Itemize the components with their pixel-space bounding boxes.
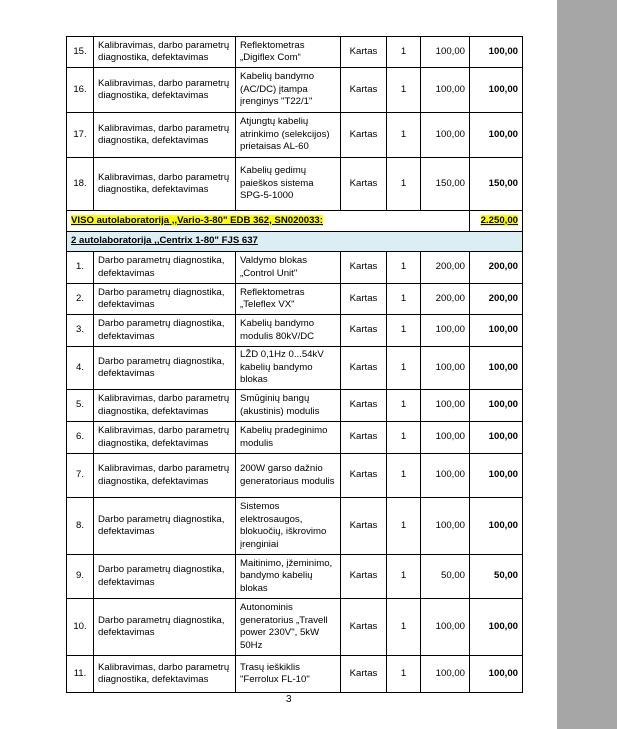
equipment-name: Kabelių bandymo (AC/DC) įtampa įrenginys "T22/1": [236, 68, 341, 113]
unit: Kartas: [341, 158, 387, 211]
row-total: 100,00: [470, 68, 523, 113]
total-row: [67, 211, 523, 232]
unit: Kartas: [341, 113, 387, 158]
table-row: [67, 158, 523, 211]
table-row: [67, 454, 523, 498]
equipment-name: Reflektometras „Teleflex VX": [236, 284, 341, 315]
quantity: 1: [387, 454, 421, 498]
unit-price: 100,00: [421, 498, 470, 555]
unit-price: 100,00: [421, 656, 470, 693]
row-total: 100,00: [470, 498, 523, 555]
row-total: 100,00: [470, 422, 523, 454]
work-description: Darbo parametrų diagnostika, defektavimas: [94, 498, 236, 555]
equipment-name: Sistemos elektrosaugos, blokuočių, iškrovimo įrenginiai: [236, 498, 341, 555]
unit-price: 100,00: [421, 422, 470, 454]
row-number: 4.: [67, 347, 94, 390]
unit-price: 100,00: [421, 68, 470, 113]
table-row: [67, 113, 523, 158]
unit-price: 100,00: [421, 599, 470, 656]
unit: Kartas: [341, 315, 387, 347]
work-description: Kalibravimas, darbo parametrų diagnostika, defektavimas: [94, 68, 236, 113]
unit: Kartas: [341, 599, 387, 656]
total-label-cell: [67, 211, 470, 232]
quantity: 1: [387, 37, 421, 68]
unit: Kartas: [341, 68, 387, 113]
row-total: 100,00: [470, 347, 523, 390]
row-total: 100,00: [470, 390, 523, 422]
work-description: Darbo parametrų diagnostika, defektavimas: [94, 315, 236, 347]
work-description: Kalibravimas, darbo parametrų diagnostika, defektavimas: [94, 113, 236, 158]
table-row: [67, 68, 523, 113]
unit: Kartas: [341, 498, 387, 555]
table-row: [67, 422, 523, 454]
row-number: 7.: [67, 454, 94, 498]
page-number: 3: [286, 694, 292, 705]
table-row: [67, 390, 523, 422]
unit: Kartas: [341, 347, 387, 390]
table-row: [67, 284, 523, 315]
unit-price: 100,00: [421, 113, 470, 158]
table-row: [67, 555, 523, 599]
table-row: [67, 656, 523, 693]
section-header-row: [67, 232, 523, 252]
unit-price: 50,00: [421, 555, 470, 599]
work-description: Kalibravimas, darbo parametrų diagnostika, defektavimas: [94, 390, 236, 422]
row-number: 5.: [67, 390, 94, 422]
unit-price: 200,00: [421, 284, 470, 315]
total-value: 2.250,00: [480, 214, 518, 226]
work-description: Kalibravimas, darbo parametrų diagnostika, defektavimas: [94, 422, 236, 454]
row-number: 2.: [67, 284, 94, 315]
total-label: VISO autolaboratorija ,,Vario-3-80" EDB 362, SN020033:: [71, 214, 323, 226]
work-description: Kalibravimas, darbo parametrų diagnostika, defektavimas: [94, 158, 236, 211]
row-number: 6.: [67, 422, 94, 454]
equipment-name: 200W garso dažnio generatoriaus modulis: [236, 454, 341, 498]
row-number: 8.: [67, 498, 94, 555]
row-number: 11.: [67, 656, 94, 693]
quantity: 1: [387, 68, 421, 113]
unit: Kartas: [341, 555, 387, 599]
row-number: 18.: [67, 158, 94, 211]
quantity: 1: [387, 656, 421, 693]
section-title: 2 autolaboratorija ,,Centrix 1-80" FJS 637: [71, 235, 258, 247]
row-total: 100,00: [470, 113, 523, 158]
work-description: Darbo parametrų diagnostika, defektavimas: [94, 555, 236, 599]
unit-price: 100,00: [421, 454, 470, 498]
unit-price: 100,00: [421, 347, 470, 390]
equipment-name: Valdymo blokas „Control Unit": [236, 252, 341, 284]
equipment-name: Kabelių pradeginimo modulis: [236, 422, 341, 454]
price-table: [66, 36, 523, 693]
section-header: [67, 232, 523, 252]
unit: Kartas: [341, 454, 387, 498]
quantity: 1: [387, 315, 421, 347]
work-description: Darbo parametrų diagnostika, defektavimas: [94, 284, 236, 315]
quantity: 1: [387, 555, 421, 599]
quantity: 1: [387, 422, 421, 454]
unit-price: 100,00: [421, 390, 470, 422]
row-number: 1.: [67, 252, 94, 284]
equipment-name: Kabelių gedimų paieškos sistema SPG-5-1000: [236, 158, 341, 211]
equipment-name: Trasų ieškiklis "Ferrolux FL-10": [236, 656, 341, 693]
table-row: [67, 498, 523, 555]
work-description: Kalibravimas, darbo parametrų diagnostika, defektavimas: [94, 37, 236, 68]
row-number: 16.: [67, 68, 94, 113]
unit: Kartas: [341, 37, 387, 68]
quantity: 1: [387, 390, 421, 422]
row-total: 100,00: [470, 315, 523, 347]
unit-price: 150,00: [421, 158, 470, 211]
unit-price: 100,00: [421, 315, 470, 347]
table-row: [67, 347, 523, 390]
equipment-name: Maitinimo, įžeminimo, bandymo kabelių blokas: [236, 555, 341, 599]
equipment-name: Autonominis generatorius „Travell power 230V", 5kW 50Hz: [236, 599, 341, 656]
table-row: [67, 37, 523, 68]
quantity: 1: [387, 498, 421, 555]
row-total: 50,00: [470, 555, 523, 599]
work-description: Kalibravimas, darbo parametrų diagnostika, defektavimas: [94, 454, 236, 498]
row-total: 100,00: [470, 454, 523, 498]
row-total: 150,00: [470, 158, 523, 211]
row-number: 10.: [67, 599, 94, 656]
unit: Kartas: [341, 422, 387, 454]
table-row: [67, 252, 523, 284]
unit: Kartas: [341, 390, 387, 422]
work-description: Darbo parametrų diagnostika, defektavimas: [94, 599, 236, 656]
row-total: 200,00: [470, 284, 523, 315]
unit: Kartas: [341, 284, 387, 315]
unit: Kartas: [341, 656, 387, 693]
row-number: 3.: [67, 315, 94, 347]
row-total: 100,00: [470, 599, 523, 656]
unit: Kartas: [341, 252, 387, 284]
quantity: 1: [387, 158, 421, 211]
total-value-cell: [470, 211, 523, 232]
quantity: 1: [387, 347, 421, 390]
equipment-name: Atjungtų kabelių atrinkimo (selekcijos) prietaisas AL-60: [236, 113, 341, 158]
quantity: 1: [387, 599, 421, 656]
work-description: Darbo parametrų diagnostika, defektavimas: [94, 252, 236, 284]
equipment-name: Kabelių bandymo modulis 80kV/DC: [236, 315, 341, 347]
row-total: 100,00: [470, 656, 523, 693]
row-number: 17.: [67, 113, 94, 158]
unit-price: 200,00: [421, 252, 470, 284]
equipment-name: LŽD 0,1Hz 0...54kV kabelių bandymo blokas: [236, 347, 341, 390]
table-row: [67, 315, 523, 347]
row-total: 100,00: [470, 37, 523, 68]
equipment-name: Reflektometras „Digiflex Com“: [236, 37, 341, 68]
work-description: Kalibravimas, darbo parametrų diagnostika, defektavimas: [94, 656, 236, 693]
row-number: 9.: [67, 555, 94, 599]
work-description: Darbo parametrų diagnostika, defektavimas: [94, 347, 236, 390]
table-row: [67, 599, 523, 656]
row-total: 200,00: [470, 252, 523, 284]
unit-price: 100,00: [421, 37, 470, 68]
quantity: 1: [387, 284, 421, 315]
page-margin-background: [557, 0, 617, 729]
row-number: 15.: [67, 37, 94, 68]
equipment-name: Smūginių bangų (akustinis) modulis: [236, 390, 341, 422]
quantity: 1: [387, 252, 421, 284]
quantity: 1: [387, 113, 421, 158]
